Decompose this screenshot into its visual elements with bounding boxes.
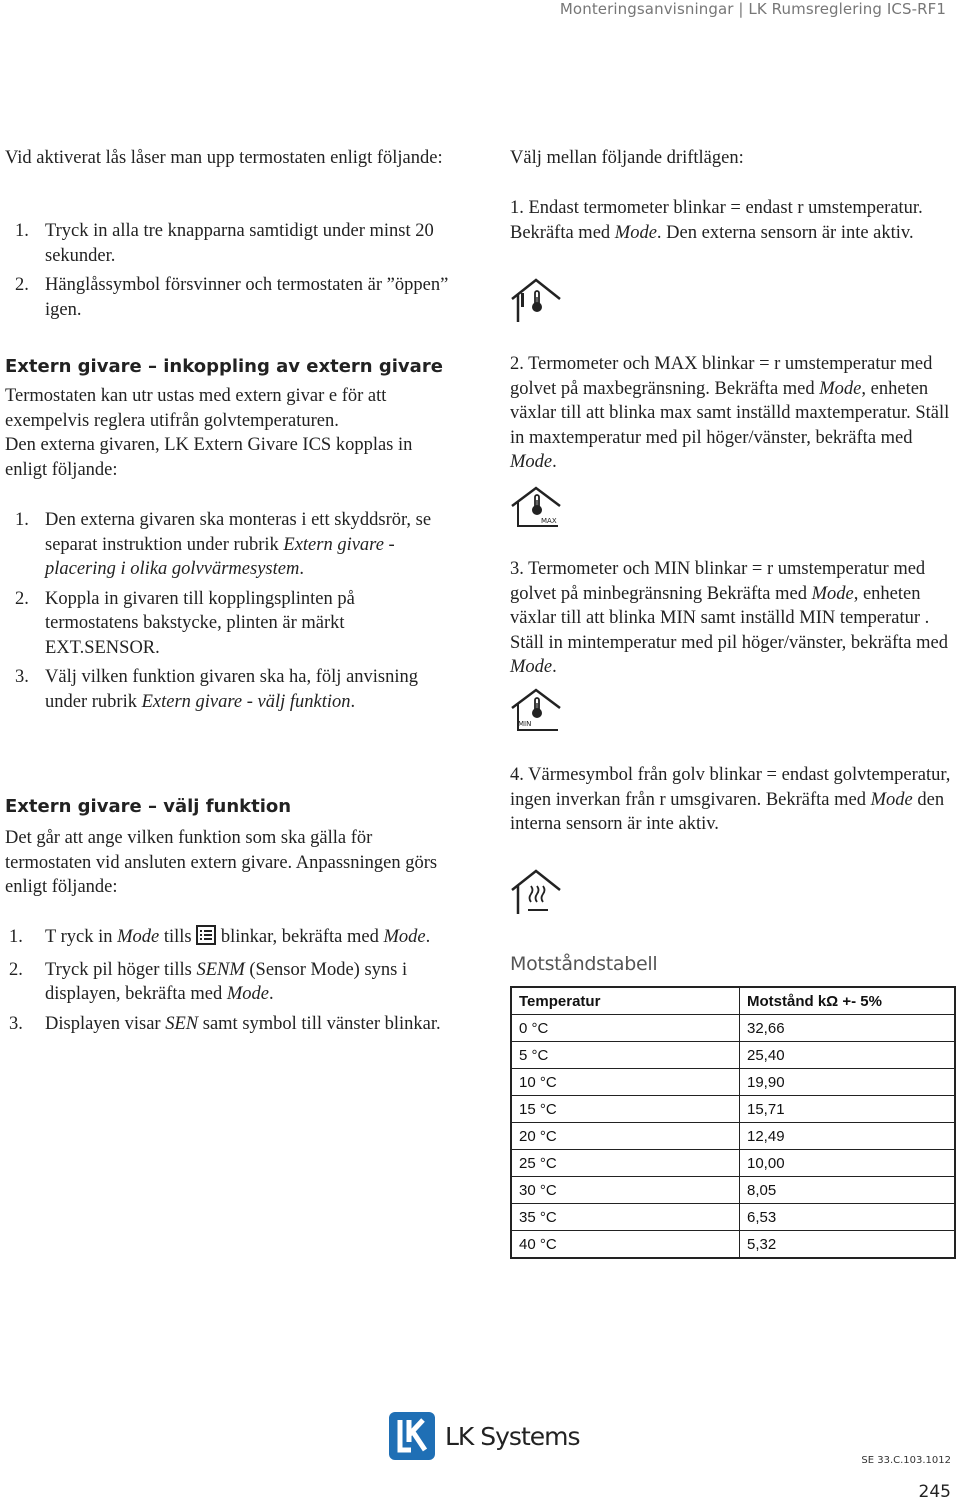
table-row (511, 1177, 955, 1204)
cell-resistance: 5,32 (740, 1231, 956, 1259)
list-item: 2. Hänglåssymbol försvinner och termostaten är ”öppen” igen. (15, 275, 449, 320)
menu-list-icon (196, 925, 216, 953)
cell-resistance: 15,71 (740, 1096, 956, 1123)
page-header: Monteringsanvisningar | LK Rumsreglering ICS-RF1 (559, 0, 946, 18)
house-thermometer-min-icon (510, 688, 562, 734)
cell-resistance: 8,05 (740, 1177, 956, 1204)
list-item: 1. T ryck in Mode tills blinkar, bekräfta med Mode. (5, 925, 450, 953)
table-header-row (511, 987, 955, 1015)
cell-resistance: 12,49 (740, 1123, 956, 1150)
lk-logo-icon (389, 1412, 435, 1460)
section1-paragraph-1: Termostaten kan utr ustas med extern givar e för att exempelvis reglera utifrån golvtemperaturen. (5, 386, 387, 431)
cell-temperature: 35 °C (511, 1204, 740, 1231)
unlock-steps (5, 219, 455, 322)
section1-paragraph-2: Den externa givaren, LK Extern Givare ICS kopplas in enligt följande: (5, 435, 413, 480)
list-item: 2. Tryck pil höger tills SENM (Sensor Mode) syns i displayen, bekräfta med Mode. (9, 959, 408, 1004)
modes-intro: Välj mellan följande driftlägen: (510, 148, 744, 168)
list-item: 1. Den externa givaren ska monteras i ett skyddsrör, se separat instruktion under rubrik Extern givare - placering i olika golvvärmesystem. (15, 510, 432, 579)
section-heading-inkoppling: Extern givare – inkoppling av extern givare (5, 356, 443, 377)
column-header-resistance: Motstånd kΩ +- 5% (740, 987, 956, 1015)
cell-temperature: 40 °C (511, 1231, 740, 1259)
document-number: SE 33.C.103.1012 (861, 1455, 951, 1466)
cell-resistance: 25,40 (740, 1042, 956, 1069)
table-row (511, 1096, 955, 1123)
cell-resistance: 32,66 (740, 1015, 956, 1042)
mode-4-text: 4. Värmesymbol från golv blinkar = endast golvtemperatur, ingen inverkan från r umsgivaren. Bekräfta med Mode den interna sensorn är inte aktiv. (510, 765, 951, 834)
cell-resistance: 19,90 (740, 1069, 956, 1096)
mode-1-text: 1. Endast termometer blinkar = endast r umstemperatur. Bekräfta med Mode. Den externa sensorn är inte aktiv. (510, 198, 923, 243)
min-label: MIN (518, 720, 532, 728)
table-row (511, 1150, 955, 1177)
cell-temperature: 0 °C (511, 1015, 740, 1042)
table-row (511, 1204, 955, 1231)
house-thermometer-icon (510, 277, 562, 325)
house-floor-heat-icon (510, 868, 562, 916)
list-item: 2. Koppla in givaren till kopplingsplinten på termostatens bakstycke, plinten är märkt EXT.SENSOR. (15, 588, 355, 658)
table-row (511, 1069, 955, 1096)
table-row (511, 1123, 955, 1150)
table-title: Motståndstabell (510, 953, 658, 975)
table-row (511, 1231, 955, 1259)
function-steps (5, 925, 450, 1036)
lk-systems-logo (389, 1412, 580, 1460)
max-label: MAX (541, 517, 557, 525)
cell-resistance: 10,00 (740, 1150, 956, 1177)
table-row (511, 1015, 955, 1042)
cell-temperature: 5 °C (511, 1042, 740, 1069)
cell-resistance: 6,53 (740, 1204, 956, 1231)
cell-temperature: 25 °C (511, 1150, 740, 1177)
mode-2-text: 2. Termometer och MAX blinkar = r umstemperatur med golvet på maxbegränsning. Bekräfta med Mode, enheten växlar till att blinka max samt inställd maxtemperatur. Ställ in maxtemperatur med pil höger/vänster, bekräfta med Mode. (510, 354, 950, 472)
table-row (511, 1042, 955, 1069)
section-heading-valj-funktion: Extern givare – välj funktion (5, 796, 292, 817)
cell-temperature: 30 °C (511, 1177, 740, 1204)
page-number: 245 (918, 1482, 951, 1502)
resistance-table (510, 986, 956, 1259)
cell-temperature: 20 °C (511, 1123, 740, 1150)
section2-paragraph: Det går att ange vilken funktion som ska gälla för termostaten vid ansluten extern givare. Anpassningen görs enligt följande: (5, 828, 438, 897)
list-item: 1. Tryck in alla tre knapparna samtidigt under minst 20 sekunder. (15, 221, 434, 266)
column-header-temperature: Temperatur (511, 987, 740, 1015)
install-steps (5, 508, 450, 714)
logo-text: LK Systems (445, 1421, 580, 1451)
cell-temperature: 10 °C (511, 1069, 740, 1096)
house-thermometer-max-icon (510, 486, 562, 530)
list-item: 3. Välj vilken funktion givaren ska ha, följ anvisning under rubrik Extern givare - välj funktion. (15, 667, 419, 712)
list-item: 3. Displayen visar SEN samt symbol till vänster blinkar. (9, 1013, 441, 1034)
mode-3-text: 3. Termometer och MIN blinkar = r umstemperatur med golvet på minbegränsning Bekräfta med Mode, enheten växlar till att blinka MIN samt inställd MIN temperatur . Ställ in mintemperatur med pil höger/vänster, bekräfta med Mode. (510, 559, 948, 677)
unlock-intro: Vid aktiverat lås låser man upp termostaten enligt följande: (5, 148, 443, 168)
cell-temperature: 15 °C (511, 1096, 740, 1123)
